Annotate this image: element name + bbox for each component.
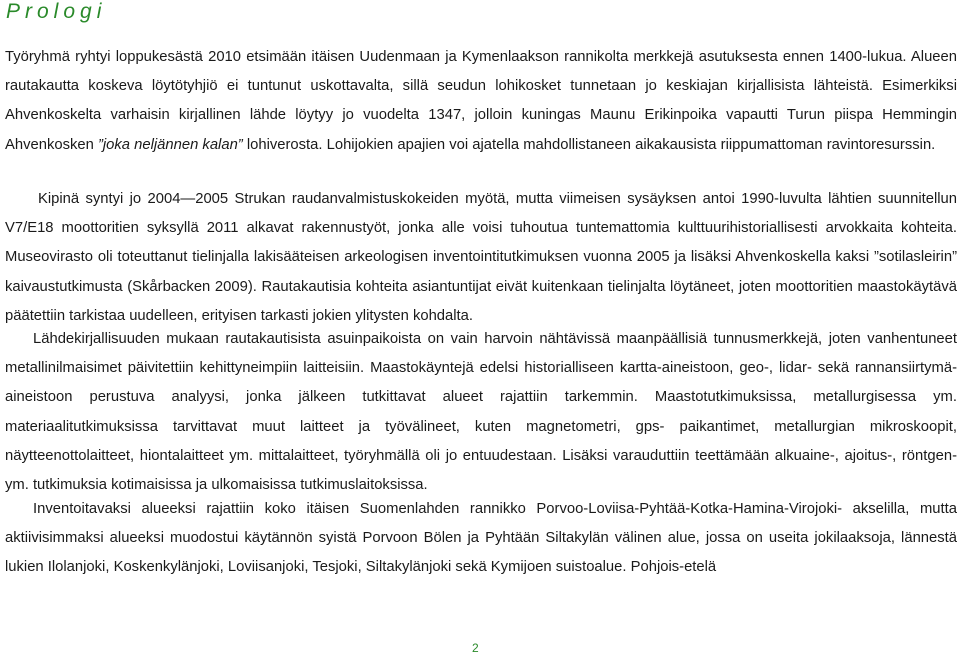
page-number: 2 bbox=[472, 641, 479, 655]
paragraph-1-quote: ”joka neljännen kalan” bbox=[97, 136, 243, 153]
paragraph-1-text-b: lohiverosta. Lohijokien apajien voi ajatella mahdollistaneen aikakausista riippumattoman ravintoresurssin. bbox=[242, 136, 936, 153]
paragraph-3-text: Lähdekirjallisuuden mukaan rautakautisista asuinpaikoista on vain harvoin nähtävissä maanpäällisiä tunnusmerkkejä, joten vanhentuneet metallinilmaisimet päivitettiin kehittyneimpiin laitteisiin. Maastokäyntejä edelsi historialliseen kartta-aineistoon, geo-, lidar- sekä rannansiirtymä- aineistoon perustuva analyysi, jonka jälkeen tutkittavat alueet rajattiin tarkemmin. Maastotutkimuksissa, metallurgisessa ym. materiaalitutkimuksissa tarvittavat muut laitteet ja työvälineet, kuten magnetometri, gps- paikantimet, metallurgian mikroskoopit, näytteenottolaitteet, hiontalaitteet ym. mittalaitteet, työryhmällä oli jo entuudestaan. Lisäksi varauduttiin teettämään alkuaine-, ajoitus-, röntgen- ym. tutkimuksia kotimaisissa ja ulkomaisissa tutkimuslaitoksissa. bbox=[5, 331, 957, 494]
paragraph-1 bbox=[5, 43, 957, 160]
paragraph-2 bbox=[5, 185, 957, 331]
paragraph-4-text: Inventoitavaksi alueeksi rajattiin koko itäisen Suomenlahden rannikko Porvoo-Loviisa-Pyhtää-Kotka-Hamina-Virojoki- akselilla, mutta aktiivisimmaksi alueeksi muodostui käytännön syistä Porvoon Bölen ja Pyhtään Siltakylän välinen alue, jossa on useita jokilaaksoja, lännestä lukien Ilolanjoki, Koskenkylänjoki, Loviisanjoki, Tesjoki, Siltakylänjoki sekä Kymijoen suistoalue. Pohjois-etelä bbox=[5, 501, 957, 576]
paragraph-3 bbox=[5, 325, 957, 500]
page-title: Prologi bbox=[6, 0, 107, 23]
paragraph-2-text: Kipinä syntyi jo 2004—2005 Strukan raudanvalmistuskokeiden myötä, mutta viimeisen sysäyksen antoi 1990-luvulta lähtien suunnitellun V7/E18 moottoritien syksyllä 2011 alkavat rakennustyöt, jonka alle voisi tuhoutua tuntemattomia kulttuurihistoriallisesti arvokkaita kohteita. Museovirasto oli toteuttanut tielinjalla lakisääteisen arkeologisen inventointitutkimuksen vuonna 2005 ja lisäksi Ahvenkoskella kaksi ”sotilasleirin” kaivaustutkimusta (Skårbacken 2009). Rautakautisia kohteita asiantuntijat eivät kuitenkaan tielinjalta löytäneet, joten moottoritien maastokäytävä päätettiin tarkistaa uudelleen, erityisen tarkasti jokien ylitysten kohdalta. bbox=[5, 191, 957, 324]
paragraph-4 bbox=[5, 495, 957, 583]
paragraph-1-text-a: Työryhmä ryhtyi loppukesästä 2010 etsimään itäisen Uudenmaan ja Kymenlaakson rannikolta merkkejä asutuksesta ennen 1400-lukua. Alueen rautakautta koskeva löytötyhjiö ei tuntunut uskottavalta, sillä seudun lohikosket tunnetaan jo keskiajan kirjallisista lähteistä. Esimerkiksi Ahvenkoskelta varhaisin kirjallinen lähde löytyy jo vuodelta 1347, jolloin kuningas Maunu Erikinpoika vapautti Turun piispa Hemmingin Ahvenkosken bbox=[5, 49, 957, 153]
